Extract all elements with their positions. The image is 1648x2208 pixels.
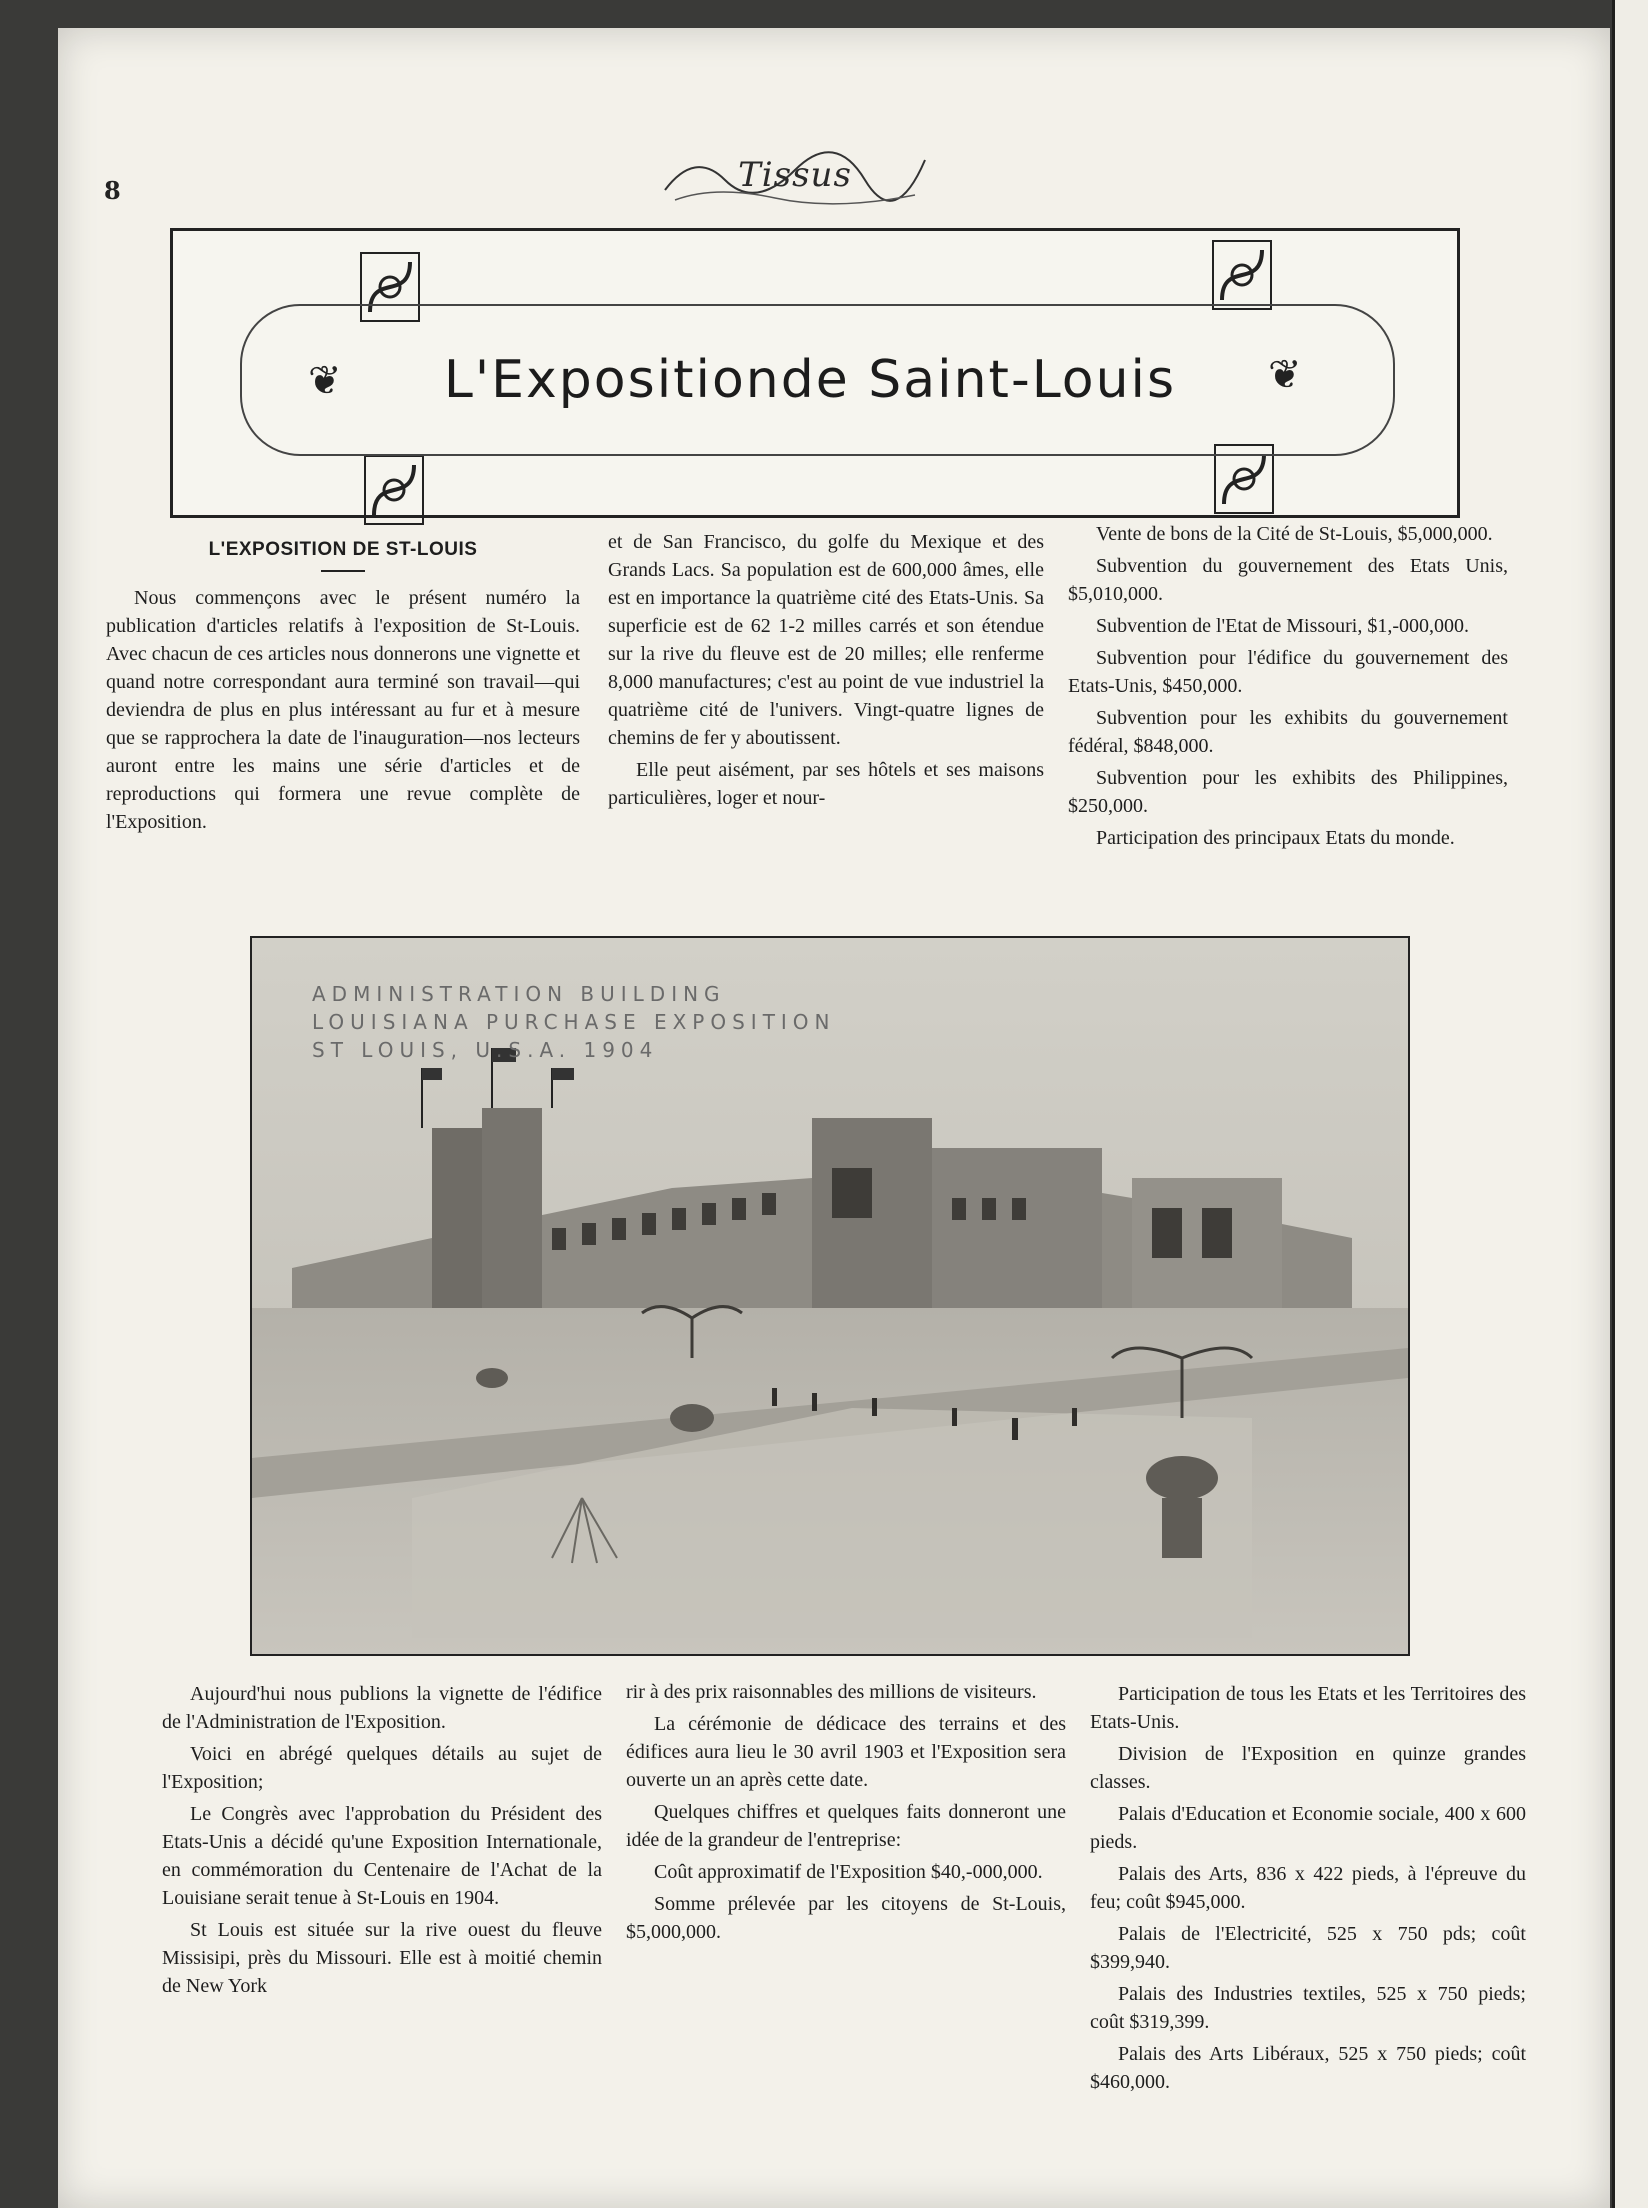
paragraph: Elle peut aisément, par ses hôtels et ses maisons particulières, loger et nour- [608,759,1044,809]
paragraph: Quelques chiffres et quelques faits donneront une idée de la grandeur de l'entreprise: [626,1801,1066,1851]
paragraph: Palais des Arts Libéraux, 525 x 750 pieds; coût $460,000. [1090,2043,1526,2093]
bottom-column-2 [626,1678,1066,1950]
top-column-3 [1068,520,1508,856]
next-page-edge [1612,0,1648,2208]
ornament-bottom-right-icon [1214,444,1274,524]
article-heading: L'EXPOSITION DE ST-LOUIS [208,539,478,560]
paragraph: Palais d'Education et Economie sociale, 400 x 600 pieds. [1090,1803,1526,1853]
paragraph: Subvention pour les exhibits des Philippines, $250,000. [1068,767,1508,817]
paragraph: Palais des Industries textiles, 525 x 750 pieds; coût $319,399. [1090,1983,1526,2033]
paragraph: Voici en abrégé quelques détails au sujet de l'Exposition; [162,1743,602,1793]
paragraph: Participation de tous les Etats et les Territoires des Etats-Unis. [1090,1683,1526,1733]
paragraph: et de San Francisco, du golfe du Mexique et des Grands Lacs. Sa population est de 600,000 âmes, elle est en importance la quatrième cité des Etats-Unis. Sa superficie est de 62 1-2 milles carrés et son étendue sur la rive du fleuve est de 20 milles; elle renferme 8,000 manufactures; c'est au point de vue industriel la quatrième cité de l'univers. Vingt-quatre lignes de chemins de fer y aboutissent. [608,531,1044,749]
paragraph: Somme prélevée par les citoyens de St-Louis, $5,000,000. [626,1893,1066,1943]
ornament-bottom-left-icon [364,455,424,535]
paragraph: Subvention de l'Etat de Missouri, $1,-000,000. [1096,615,1470,637]
banner-title: L'Expositionde Saint-Louis [443,350,1177,410]
masthead-title: Tissus [738,155,852,195]
photo-caption-line: ADMINISTRATION BUILDING [312,982,726,1006]
page-number: 8 [104,176,121,205]
paragraph: Palais des Arts, 836 x 422 pieds, à l'épreuve du feu; coût $945,000. [1090,1863,1526,1913]
paragraph: Participation des principaux Etats du monde. [1096,827,1455,849]
top-column-1 [106,536,580,840]
paragraph: Aujourd'hui nous publions la vignette de l'édifice de l'Administration de l'Exposition. [162,1683,602,1733]
heading-rule [321,570,365,572]
bottom-column-3 [1090,1680,1526,2100]
paragraph: Coût approximatif de l'Exposition $40,-000,000. [654,1861,1043,1883]
paragraph: Nous commençons avec le présent numéro la publication d'articles relatifs à l'exposition de St-Louis. Avec chacun de ces articles nous donnerons une vignette et quand notre correspondant aura terminé son travail—qui deviendra de plus en plus intéressant au fur et à mesure que se rapprochera la date de l'inauguration—nos lecteurs auront entre les mains une série d'articles et de reproductions qui formera une revue complète de l'Exposition. [106,587,580,833]
paragraph: St Louis est située sur la rive ouest du fleuve Missisipi, près du Missouri. Elle est à moitié chemin de New York [162,1919,602,1997]
paragraph: Subvention du gouvernement des Etats Unis, $5,010,000. [1068,555,1508,605]
paragraph: Subvention pour l'édifice du gouvernement des Etats-Unis, $450,000. [1068,647,1508,697]
paragraph: rir à des prix raisonnables des millions de visiteurs. [626,1681,1037,1703]
masthead-logo [655,140,935,210]
bottom-column-1 [162,1680,602,2004]
photo-caption-line: LOUISIANA PURCHASE EXPOSITION [312,1010,836,1034]
paragraph: Division de l'Exposition en quinze grandes classes. [1090,1743,1526,1793]
paragraph: La cérémonie de dédicace des terrains et des édifices aura lieu le 30 avril 1903 et l'Exposition sera ouverte un an après cette date. [626,1713,1066,1791]
paragraph: Le Congrès avec l'approbation du Président des Etats-Unis a décidé qu'une Exposition Internationale, en commémoration du Centenaire de l'Achat de la Louisiane serait tenue à St-Louis en 1904. [162,1803,602,1909]
administration-building-photo [250,936,1410,1656]
paragraph: Palais de l'Electricité, 525 x 750 pds; coût $399,940. [1090,1923,1526,1973]
paragraph: Vente de bons de la Cité de St-Louis, $5,000,000. [1096,523,1493,545]
photo-caption-line: ST LOUIS, U.S.A. 1904 [312,1038,659,1062]
paragraph: Subvention pour les exhibits du gouvernement fédéral, $848,000. [1068,707,1508,757]
top-column-2 [608,528,1044,816]
fleuron-right-icon: ❦ [1268,352,1302,398]
fleuron-left-icon: ❦ [308,358,342,404]
